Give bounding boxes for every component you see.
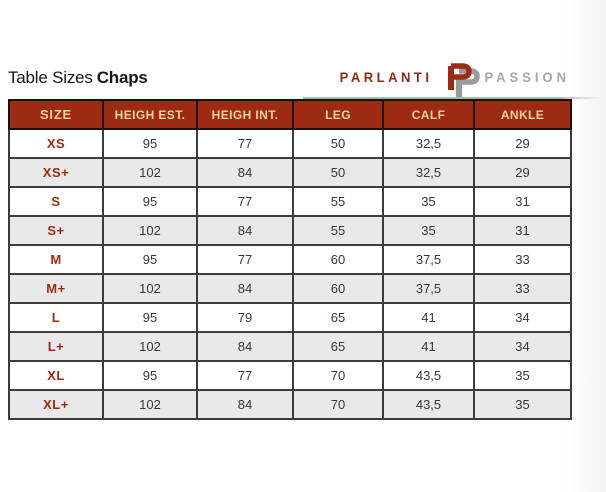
value-cell: 34 — [474, 303, 571, 332]
value-cell: 102 — [103, 332, 197, 361]
brand-logo — [340, 60, 570, 94]
value-cell: 84 — [197, 274, 293, 303]
brand-name-parlanti: PARLANTI — [339, 69, 433, 85]
value-cell: 79 — [197, 303, 293, 332]
value-cell: 37,5 — [383, 245, 474, 274]
table-header-row — [9, 100, 571, 129]
value-cell: 84 — [197, 158, 293, 187]
value-cell: 102 — [103, 274, 197, 303]
value-cell: 95 — [103, 361, 197, 390]
value-cell: 95 — [103, 245, 197, 274]
value-cell: 60 — [293, 274, 383, 303]
value-cell: 60 — [293, 245, 383, 274]
value-cell: 50 — [293, 129, 383, 158]
size-label: M — [9, 245, 103, 274]
table-row-m — [9, 245, 571, 274]
value-cell: 84 — [197, 216, 293, 245]
value-cell: 84 — [197, 332, 293, 361]
table-row-xs — [9, 129, 571, 158]
value-cell: 31 — [474, 216, 571, 245]
value-cell: 70 — [293, 390, 383, 419]
value-cell: 35 — [383, 216, 474, 245]
column-header-leg: LEG — [293, 100, 383, 129]
value-cell: 35 — [474, 390, 571, 419]
size-label: L — [9, 303, 103, 332]
page-title — [8, 68, 148, 88]
value-cell: 77 — [197, 245, 293, 274]
value-cell: 35 — [474, 361, 571, 390]
value-cell: 95 — [103, 129, 197, 158]
table-row-xl-plus — [9, 390, 571, 419]
value-cell: 34 — [474, 332, 571, 361]
value-cell: 33 — [474, 245, 571, 274]
value-cell: 29 — [474, 158, 571, 187]
value-cell: 32,5 — [383, 129, 474, 158]
size-label: XL+ — [9, 390, 103, 419]
value-cell: 37,5 — [383, 274, 474, 303]
size-label: L+ — [9, 332, 103, 361]
value-cell: 43,5 — [383, 361, 474, 390]
column-header-size: SIZE — [9, 100, 103, 129]
size-label: XS+ — [9, 158, 103, 187]
value-cell: 41 — [383, 332, 474, 361]
value-cell: 102 — [103, 390, 197, 419]
size-label: S — [9, 187, 103, 216]
value-cell: 29 — [474, 129, 571, 158]
value-cell: 84 — [197, 390, 293, 419]
column-header-heigh-int: HEIGH INT. — [197, 100, 293, 129]
table-row-xl — [9, 361, 571, 390]
value-cell: 70 — [293, 361, 383, 390]
size-label: M+ — [9, 274, 103, 303]
value-cell: 31 — [474, 187, 571, 216]
value-cell: 65 — [293, 332, 383, 361]
table-row-xs-plus — [9, 158, 571, 187]
table-row-s-plus — [9, 216, 571, 245]
value-cell: 77 — [197, 129, 293, 158]
value-cell: 95 — [103, 187, 197, 216]
value-cell: 55 — [293, 187, 383, 216]
value-cell: 95 — [103, 303, 197, 332]
value-cell: 77 — [197, 361, 293, 390]
value-cell: 43,5 — [383, 390, 474, 419]
page-title-product: Chaps — [96, 68, 148, 87]
table-row-l — [9, 303, 571, 332]
table-row-l-plus — [9, 332, 571, 361]
value-cell: 32,5 — [383, 158, 474, 187]
double-p-monogram-icon — [438, 62, 482, 102]
value-cell: 50 — [293, 158, 383, 187]
value-cell: 55 — [293, 216, 383, 245]
value-cell: 35 — [383, 187, 474, 216]
column-header-heigh-est: HEIGH EST. — [103, 100, 197, 129]
size-label: XL — [9, 361, 103, 390]
column-header-calf: CALF — [383, 100, 474, 129]
value-cell: 65 — [293, 303, 383, 332]
column-header-ankle: ANKLE — [474, 100, 571, 129]
value-cell: 77 — [197, 187, 293, 216]
value-cell: 102 — [103, 216, 197, 245]
size-table — [8, 99, 572, 420]
page-title-regular: Table Sizes — [8, 68, 93, 87]
size-label: S+ — [9, 216, 103, 245]
value-cell: 102 — [103, 158, 197, 187]
size-label: XS — [9, 129, 103, 158]
value-cell: 41 — [383, 303, 474, 332]
table-row-m-plus — [9, 274, 571, 303]
brand-name-passion: PASSION — [484, 69, 570, 85]
value-cell: 33 — [474, 274, 571, 303]
table-row-s — [9, 187, 571, 216]
